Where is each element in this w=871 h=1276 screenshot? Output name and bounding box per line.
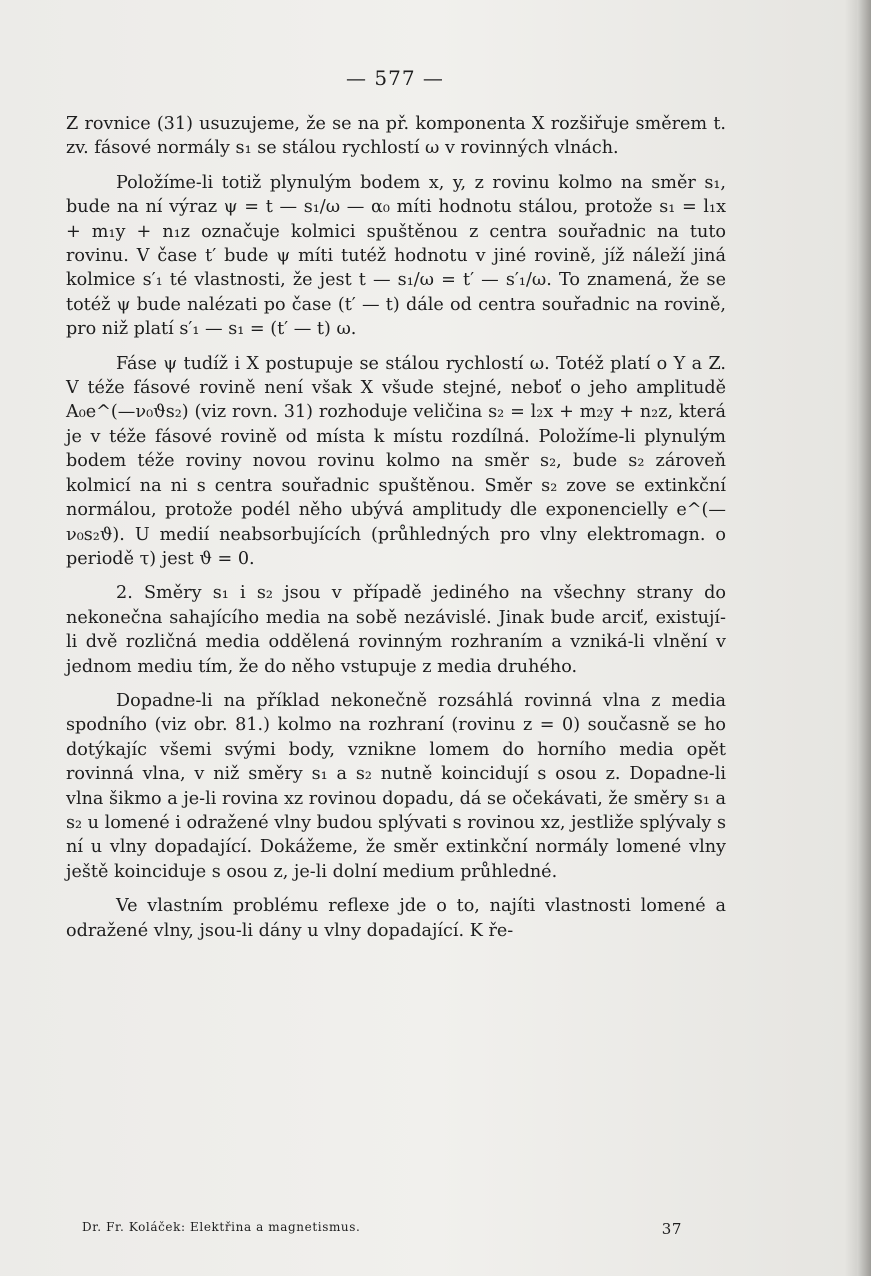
signature-number: 37 xyxy=(661,1220,682,1238)
paragraph: 2. Směry s₁ i s₂ jsou v případě jediného na všechny strany do nekonečna sahajícího media na sobě nezávislé. Jinak bude arciť, existují-li dvě rozličná media oddělená rovinným rozhraním a vzniká-li vlnění v jednom mediu tím, že do něho vstupuje z media druhého. xyxy=(66,583,726,677)
paragraph: Dopadne-li na příklad nekonečně rozsáhlá rovinná vlna z media spodního (viz obr. 81.) kolmo na rozhraní (rovinu z = 0) současně se ho dotýkajíc všemi svými body, vznikne lomem do horního media opět rovinná vlna, v niž směry s₁ a s₂ nutně koincidují s osou z. Dopadne-li vlna šikmo a je-li rovina xz rovinou dopadu, dá se očekávati, že směry s₁ a s₂ u lomené i odražené vlny budou splývati s rovinou xz, jestliže splývaly s ní u vlny dopadající. Dokážeme, že směr extinkční normály lomené vlny ještě koinciduje s osou z, je-li dolní medium průhledné. xyxy=(66,690,726,882)
page-number: — 577 — xyxy=(346,66,444,90)
paragraph: Fáse ψ tudíž i X postupuje se stálou rychlostí ω. Totéž platí o Y a Z. V téže fásové rovině není však X všude stejné, neboť o jeho amplitudě A₀e^(—ν₀ϑs₂) (viz rovn. 31) rozhoduje veličina s₂ = l₂x + m₂y + n₂z, která je v téže fásové rovině od místa k místu rozdílná. Položíme-li plynulým bodem téže roviny novou rovinu kolmo na směr s₂, bude s₂ zároveň kolmicí na ni s centra souřadnic spuštěnou. Směr s₂ zove se extinkční normálou, protože podél něho ubývá amplitudy dle exponencielly e^(—ν₀s₂ϑ). U medií neabsorbujících (průhledných pro vlny elektromagn. o periodě τ) jest ϑ = 0. xyxy=(66,353,726,569)
page-footer xyxy=(82,1220,682,1238)
paragraph: Ve vlastním problému reflexe jde o to, najíti vlastnosti lomené a odražené vlny, jsou-li dány u vlny dopadající. K ře- xyxy=(66,896,726,941)
body-text xyxy=(66,112,726,943)
page-binding-shadow xyxy=(857,0,871,1276)
paragraph: Položíme-li totiž plynulým bodem x, y, z rovinu kolmo na směr s₁, bude na ní výraz ψ = t — s₁/ω — α₀ míti hodnotu stálou, protože s₁ = l₁x + m₁y + n₁z označuje kolmici spuštěnou z centra souřadnic na tuto rovinu. V čase t′ bude ψ míti tutéž hodnotu v jiné rovině, jíž náleží jiná kolmice s′₁ té vlastnosti, že jest t — s₁/ω = t′ — s′₁/ω. To znamená, že se totéž ψ bude nalézati po čase (t′ — t) dále od centra souřadnic na rovině, pro niž platí s′₁ — s₁ = (t′ — t) ω. xyxy=(66,172,726,340)
paragraph: Z rovnice (31) usuzujeme, že se na př. komponenta X rozšiřuje směrem t. zv. fásové normály s₁ se stálou rychlostí ω v rovinných vlnách. xyxy=(66,114,726,159)
footer-citation: Dr. Fr. Koláček: Elektřina a magnetismus. xyxy=(82,1220,361,1234)
